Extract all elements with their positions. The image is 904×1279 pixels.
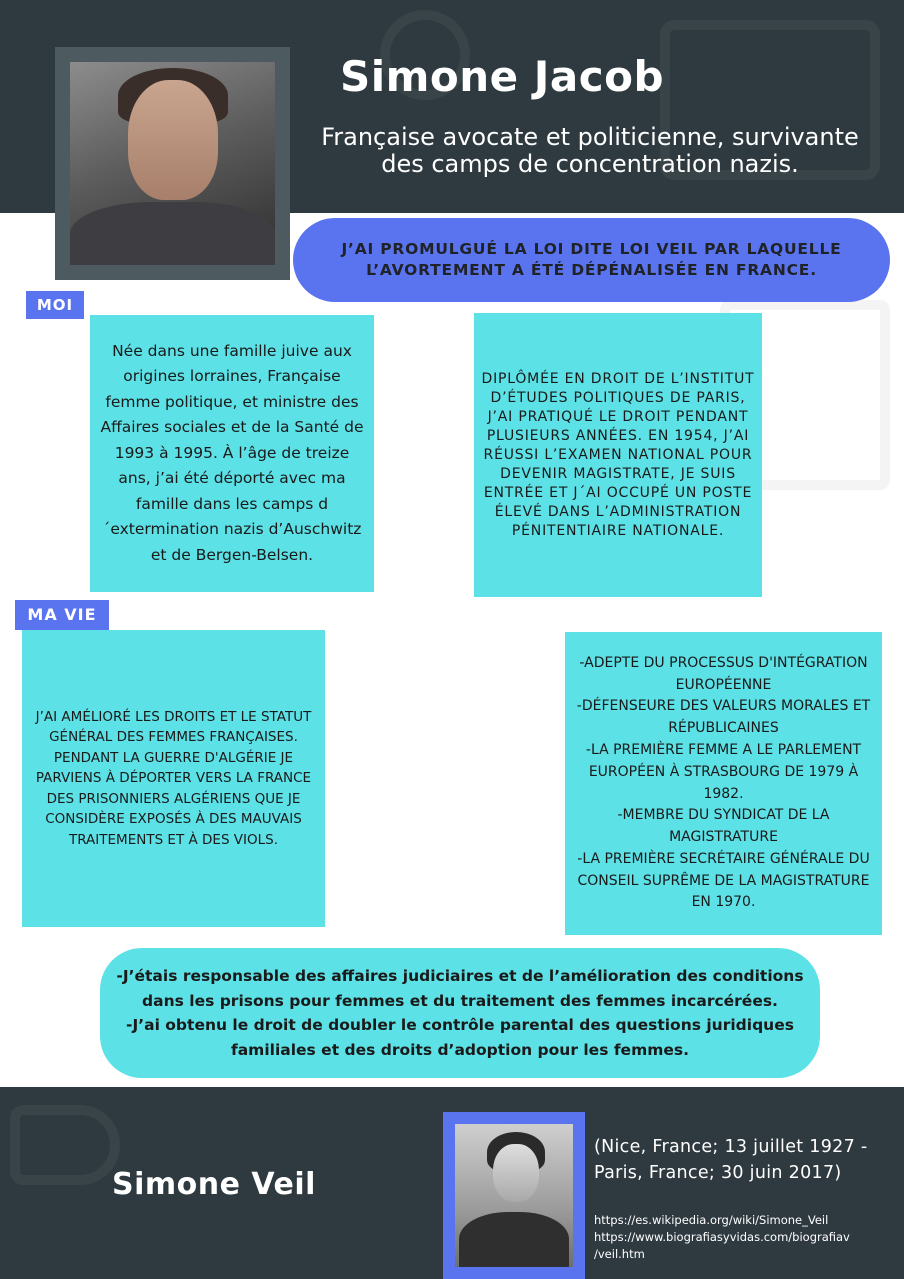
source-links — [594, 1212, 904, 1263]
adepte-box — [565, 632, 882, 935]
source-link[interactable]: https://www.biografiasyvidas.com/biografiav — [594, 1230, 850, 1244]
tag-ma-vie: MA VIE — [15, 600, 109, 630]
quote-banner — [293, 218, 890, 302]
moi-box — [90, 315, 374, 592]
adepte-text: -ADEPTE DU PROCESSUS D'INTÉGRATION EUROPÉENNE -DÉFENSEURE DES VALEURS MORALES ET RÉPUBLICAINES -LA PREMIÈRE FEMME A LE PARLEMENT EUROPÉEN À STRASBOURG DE 1979 À 1982. -MEMBRE DU SYNDICAT DE LA MAGISTRATURE -LA PREMIÈRE SECRÉTAIRE GÉNÉRALE DU CONSEIL SUPRÊME DE LA MAGISTRATURE EN 1970. — [576, 654, 871, 911]
page-subtitle: Française avocate et politicienne, survivante des camps de concentration nazis. — [321, 123, 859, 178]
portrait-photo — [70, 62, 275, 265]
page-title: Simone Jacob — [340, 52, 665, 101]
moi-text: Née dans une famille juive aux origines lorraines, Française femme politique, et ministre des Affaires sociales et de la Santé de 1993 à 1995. À l’âge de treize ans, j’ai été déporté avec ma famille dans les camps d´extermination nazis d’Auschwitz et de Bergen-Belsen. — [100, 341, 364, 564]
quote-text: J’AI PROMULGUÉ LA LOI DITE LOI VEIL PAR LAQUELLE L’AVORTEMENT A ÉTÉ DÉPÉNALISÉE EN FRANCE. — [341, 240, 842, 279]
diplome-text: DIPLÔMÉE EN DROIT DE L’INSTITUT D’ÉTUDES POLITIQUES DE PARIS, J’AI PRATIQUÉ LE DROIT PENDANT PLUSIEURS ANNÉES. EN 1954, J’AI RÉUSSI L’EXAMEN NATIONAL POUR DEVENIR MAGISTRATE, JE SUIS ENTRÉE ET J´AI OCCUPÉ UN POSTE ÉLEVÉ DANS L’ADMINISTRATION PÉNITENTIAIRE NATIONALE. — [481, 370, 755, 539]
footer-portrait-photo — [455, 1124, 573, 1267]
portrait-frame — [55, 47, 290, 280]
source-link[interactable]: https://es.wikipedia.org/wiki/Simone_Veil — [594, 1213, 829, 1227]
footer-name: Simone Veil — [112, 1167, 316, 1202]
megaphone-icon — [10, 1105, 120, 1185]
footer-portrait-frame — [443, 1112, 585, 1279]
source-link[interactable]: /veil.htm — [594, 1247, 645, 1261]
droits-text: J’AI AMÉLIORÉ LES DROITS ET LE STATUT GÉNÉRAL DES FEMMES FRANÇAISES. PENDANT LA GUERRE D'ALGÉRIE JE PARVIENS À DÉPORTER VERS LA FRANCE DES PRISONNIERS ALGÉRIENS QUE JE CONSIDÈRE EXPOSÉS À DES MAUVAIS TRAITEMENTS ET À DES VIOLS. — [35, 708, 312, 848]
tag-moi: MOI — [26, 291, 84, 319]
diplome-box — [474, 313, 762, 597]
responsibilities-text: -J’étais responsable des affaires judiciaires et de l’amélioration des conditions dans les prisons pour femmes et du traitement des femmes incarcérées. -J’ai obtenu le droit de doubler le contrôle parental des questions juridiques familiales et des droits d’adoption pour les femmes. — [116, 967, 804, 1059]
responsibilities-banner — [100, 948, 820, 1078]
droits-box — [22, 630, 325, 927]
life-dates: (Nice, France; 13 juillet 1927 - Paris, France; 30 juin 2017) — [594, 1137, 868, 1183]
